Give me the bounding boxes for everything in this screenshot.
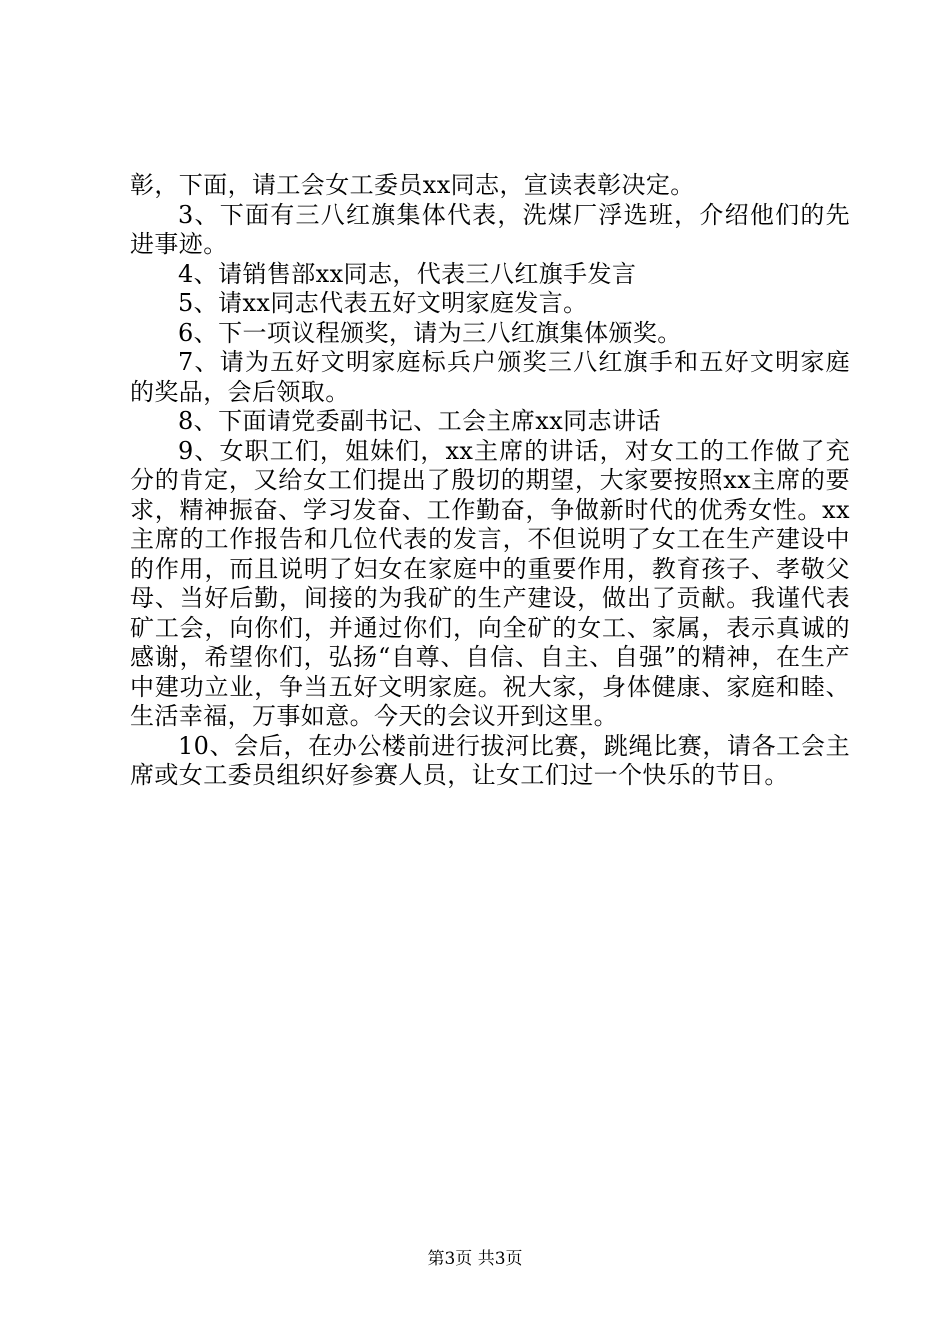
paragraph-item-6: 6、下一项议程颁奖，请为三八红旗集体颁奖。 [178, 318, 682, 347]
paragraph-item-9: 9、女职工们，姐妹们，xx主席的讲话，对女工的工作做了充分的肯定，又给女工们提出了殷切的期望，大家要按照xx主席的要求，精神振奋、学习发奋、工作勤奋，争做新时代的优秀女性。xx主席的工作报告和几位代表的发言，不但说明了女工在生产建设中的作用，而且说明了妇女在家庭中的重要作用，教育孩子、孝敬父母、当好后勤，间接的为我矿的生产建设，做出了贡献。我谨代表矿工会，向你们，并通过你们，向全矿的女工、家属，表示真诚的感谢，希望你们，弘扬“自尊、自信、自主、自强”的精神，在生产中建功立业，争当五好文明家庭。祝大家，身体健康、家庭和睦、生活幸福，万事如意。今天的会议开到这里。 [130, 436, 850, 730]
paragraph-item-10: 10、会后，在办公楼前进行拔河比赛，跳绳比赛，请各工会主席或女工委员组织好参赛人员，让女工们过一个快乐的节日。 [130, 731, 850, 789]
page-number-footer: 第3页 共3页 [427, 1249, 523, 1269]
paragraph-item-4: 4、请销售部xx同志，代表三八红旗手发言 [178, 259, 637, 288]
paragraph-continued: 彰，下面，请工会女工委员xx同志，宣读表彰决定。 [130, 171, 695, 199]
paragraph-item-7: 7、请为五好文明家庭标兵户颁奖三八红旗手和五好文明家庭的奖品，会后领取。 [130, 348, 850, 406]
paragraph-item-8: 8、下面请党委副书记、工会主席xx同志讲话 [178, 407, 661, 435]
paragraph-item-5: 5、请xx同志代表五好文明家庭发言。 [178, 289, 588, 317]
paragraph-item-3: 3、下面有三八红旗集体代表，洗煤厂浮选班，介绍他们的先进事迹。 [130, 200, 850, 258]
document-body [130, 171, 850, 791]
